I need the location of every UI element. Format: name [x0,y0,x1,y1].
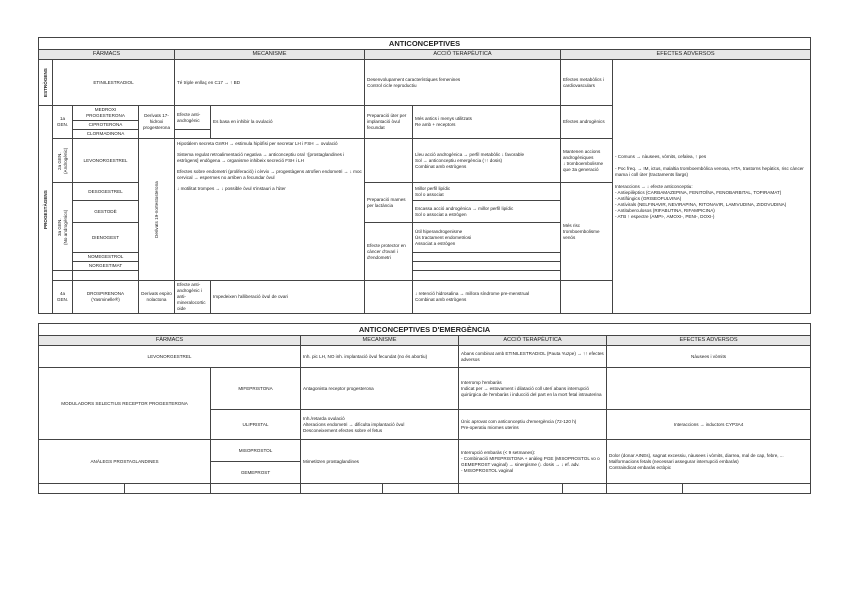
header-farmacs: FÀRMACS [39,50,175,60]
em-levonorgestrel: LEVONORGESTREL [39,346,301,368]
mec-motilitat: ↓ motilitat trompes → ↓ possible òvul s'instauri a l'úter [177,186,286,191]
em-prosta-accio: Interrupció embaràs (< 9 setmanes): - Combinació MIFEPRISTONA + anàleg PGE (MISOPROSTOL vo o GEMEPROST vaginal) → sinergisme (↓ dosis → ↓ ef. adv. - MISOPROSTOL vaginal [459,440,607,484]
drug-levonorgestrel: LEVONORGESTREL [73,139,139,183]
empty-cell [413,262,561,271]
empty-cell [175,130,211,139]
drug-drospirenona: DROSPIRENONA (Yasminelle®) [73,281,139,314]
empty-cell [125,484,211,494]
emergencia-header-farmacs: FÀRMACS [39,336,301,346]
table-title: ANTICONCEPTIVES [39,38,811,50]
efecte-antiandrogenic: Efecte anti-androgènic [175,106,211,130]
mec-sistema: Sistema regulat retroalimentació negativa → anticonceptiu oral ↑[prostaglandines i estrògens] endògena → organisme inhibeix secreció FSH i LH [177,152,345,163]
em-prosta-mecanisme: Mimetitzen prostaglandines [301,440,459,484]
drug-medroxiprogesterona: MEDROXI PROGESTERONA [73,106,139,121]
acc-util: Útil hiperandrogenisme Ús tractament endometriosi Associat a estrògen [413,223,561,253]
header-mecanisme: MECANISME [175,50,365,60]
prep-protector: Efecte protector en càncer d'ovari i d'endometri [365,223,413,281]
drug-clormadinona: CLORMADINONA [73,130,139,139]
gen2-label: 2a GEN. (Androgènic) [53,139,73,183]
empty-cell [459,484,563,494]
estrogens-accio: Desenvolupament característiques femenines Control cicle reproductiu [365,60,561,106]
em-moduladors-group: MODULADORS SELECTIUS RECEPTOR PROGESTERONA [39,368,211,440]
empty-cell [683,484,811,494]
empty-cell [365,281,413,314]
acc-escassa: Escassa acció androgènica → millor perfil lipídic Sol o associat a estrògen [413,201,561,223]
document-page [38,37,810,494]
emergencia-table [38,323,811,494]
empty-cell [561,281,613,314]
mec-hipotalem: Hipotàlem secreta GnRH → estimula hipòfisi per secretar LH i FSH → ovulació [177,141,338,146]
drug-gestode: GESTODÈ [73,201,139,223]
derivats-espironolactona: Derivats espiro nolactona [139,281,175,314]
gen3-label: 3a GEN. (No androgènics) [53,183,73,271]
em-mife-accio: Interromp l'embaràs Indicat per → estovament i dilatació coll uterí abans interrupció quirúrgica de l'embaràs i inducció del part en la mort fetal intrauterina [459,368,607,410]
efecte-drospirenona: Efecte anti-androgènic i anti-mineralocorticoide [175,281,211,314]
etinilestradiol-drug: ETINILESTRADIOL [53,60,175,106]
empty-cell [211,484,301,494]
acc-antics: Més antics i menys utilitzats Re amb + receptors [413,106,561,139]
drug-dienogest: DIENOGEST [73,223,139,253]
em-mifepristona: MIFEPRISTONA [211,368,301,410]
em-prostaglandines-group: ANÀLEGS PROSTAGLANDINES [39,440,211,484]
derivats-19-nortestosterona: Derivats 19-nortestosterona [139,139,175,281]
empty-cell [73,271,139,281]
anticonceptives-table [38,37,811,314]
empty-cell [563,484,607,494]
drug-norgestimat: NORGESTIMAT [73,262,139,271]
emergencia-header-mecanisme: MECANISME [301,336,459,346]
empty-cell [413,271,561,281]
gen1-label: 1a GEN. [53,106,73,139]
empty-cell [383,484,459,494]
drug-nomegestrol: NOMEGESTROL [73,253,139,262]
gen4-label: 4a GEN. [53,281,73,314]
estrogens-mecanisme: Té triple enllaç en C17 → ↑ BD [175,60,365,106]
gen-blank [53,271,73,281]
em-levon-efectes: Nàusees i vòmits [607,346,811,368]
em-levon-accio: Abans combinat amb ETINILESTRADIOL (Pauta Yuzpe) → ↑↑ efectes adversos [459,346,607,368]
em-uli-accio: Únic aprovat com anticonceptiu d'emergència (72-120 h) Pre-operatiu miomes uterins [459,410,607,440]
em-uli-mecanisme: Inh./retarda ovulació Alteracions endometri → dificulta implantació òvul Desconeixement efectes sobre el fetus [301,410,459,440]
em-gemeprost: GEMEPROST [211,462,301,484]
mec-base: Es basa en inhibir la ovulació [211,106,365,139]
emergencia-header-accio: ACCIÓ TERAPÈUTICA [459,336,607,346]
prep-mames: Preparació mames per lactància [365,183,413,223]
em-mife-mecanisme: Antagonista receptor progesterona [301,368,459,410]
em-prosta-efectes: Dolor (donar AINEs), sagnat excessiu, nàusees i vòmits, diarrea, mal de cap, febre, ... Malformacions fetals (necessari assegurar interrupció embaràs) Contraindicat embaràs ectòpic [607,440,811,484]
empty-cell [301,484,383,494]
estrogens-label: ESTRÒGENS [39,60,53,106]
empty-cell [607,368,811,410]
empty-cell [607,484,683,494]
emergencia-title: ANTICONCEPTIVES D'EMERGÈNCIA [39,324,811,336]
prep-uter: Preparació úter per implantació òvul fecundat [365,106,413,139]
mec-impedeixen: Impedeixen l'alliberació òvul de ovari [211,281,365,314]
em-uli-efectes: Interaccions → inductors CYP3A4 [607,410,811,440]
drug-ciproterona: CIPROTERONA [73,121,139,130]
em-ulipristal: ULIPRISTAL [211,410,301,440]
progestagens-label: PROGESTÀGENS [39,106,53,314]
estrogens-efectes: Efectes metabòlics i cardiovasculars [561,60,613,106]
ef-mes-risc: Més risc tromboembolisme venós [561,183,613,281]
empty-cell [39,484,125,494]
efectes-generals: - Comuns → nàusees, vòmits, cefalea, ↑ pes - Poc freq. → IM, ictus, malaltia tromboembòlica venosa, HTA, trastorns hepàtics, risc càncer mama i coll úter (tractaments llargs) Interaccions → ↓ efecte anticonceptiu: - Antiepilèptics (CARBAMAZEPINA, FENITOÏNA, FENOBARBITAL, TOPIRAMAT) - Antifúngics (GRISEOFULVINA) - Antivirals (NELFINAVIR, NEVIRAPINA, RITONAVIR, LAMIVUDINA, ZIDOVUDINA) - Antituberculosos (RIFABUTINA, RIFAMPICINA) - ATB ↑ espectre (AMPI-, AMOXI-, PENI-, DOXI-) [613,60,811,314]
mec-group [175,139,365,281]
ef-mantenen: Mantenen accions androgèniques ↓ tromboembolisme que 3a generació [561,139,613,183]
mec-endometri: Efectes sobre endometri (proliferació) i cèrvix → progestàgens atrofien endometri → ↓ moc cervical → espermes no arriben a fecundar òvul [177,169,362,180]
ef-androgenics: Efectes androgènics [561,106,613,139]
empty-cell [413,253,561,262]
derivats-17-hidroxi: Derivats 17-hidroxi progesterona [139,106,175,139]
emergencia-header-efectes: EFECTES ADVERSOS [607,336,811,346]
header-accio: ACCIÓ TERAPÈUTICA [365,50,561,60]
acc-millor: Millor perfil lipídic Sol o associat [413,183,561,201]
prep-uter-cont [365,139,413,183]
acc-retencio: ↓ retenció hidrosalina → millora síndrome pre-menstrual Combinat amb estrògens [413,281,561,314]
em-misoprostol: MISOPROSTOL [211,440,301,462]
header-efectes: EFECTES ADVERSOS [561,50,811,60]
drug-desogestrel: DESOGESTREL [73,183,139,201]
em-levon-mecanisme: Inh. pic LH, NO inh. implantació òvul fecundat (no és abortiu) [301,346,459,368]
acc-lleu: Lleu acció androgènica → perfil metabòlic ↓ favorable Sol → anticonceptiu emergència (↑↑ dosis) Combinat amb estrògens [413,139,561,183]
